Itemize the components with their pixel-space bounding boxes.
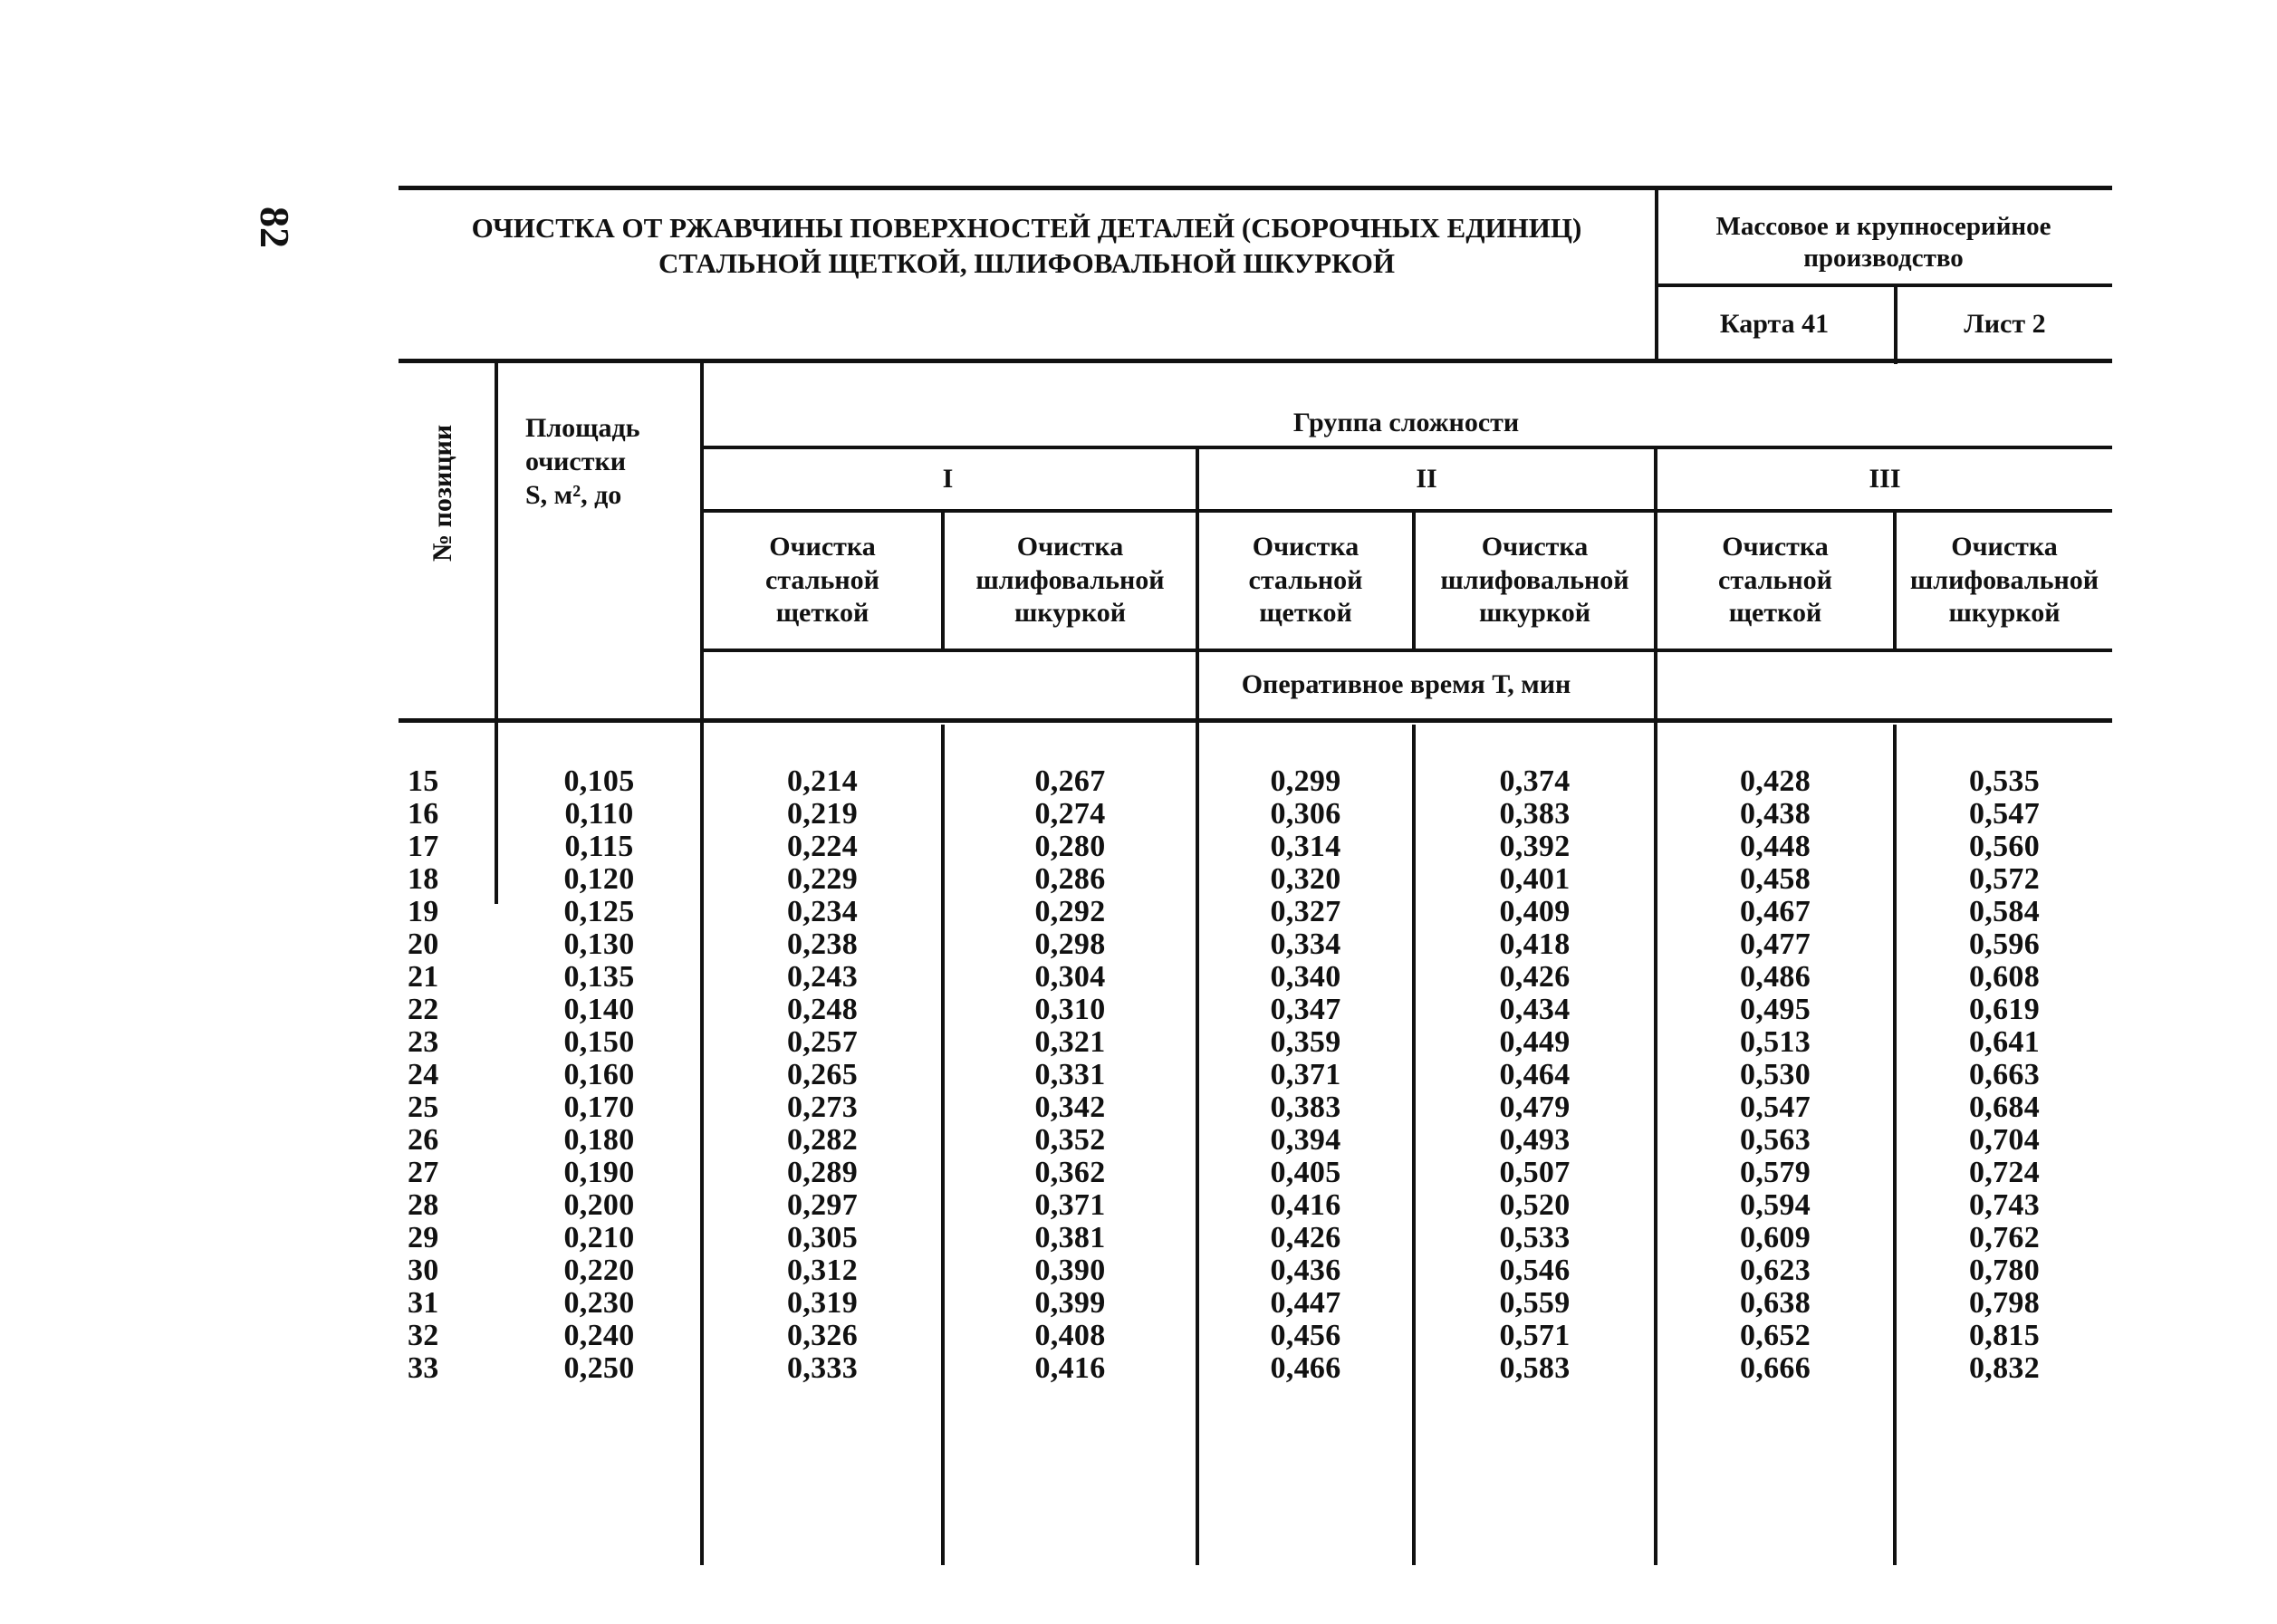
table-cell: 0,347 (1270, 993, 1341, 1026)
table-cell: 0,383 (1499, 797, 1571, 831)
method-line: щеткой (775, 598, 869, 629)
page-number: 82 (252, 207, 298, 248)
g1-sandpaper-header (945, 514, 1196, 648)
table-cell: 0,299 (1270, 764, 1341, 798)
table-cell: 33 (408, 1351, 439, 1385)
g3-sandpaper-header (1897, 514, 2112, 648)
g2-sandpaper-header (1416, 514, 1654, 648)
table-cell: 0,310 (1034, 993, 1106, 1026)
table-cell: 0,533 (1499, 1221, 1571, 1254)
table-cell: 0,371 (1034, 1188, 1106, 1222)
table-cell: 0,238 (787, 927, 858, 961)
table-cell: 0,477 (1740, 927, 1811, 961)
table-cell: 0,214 (787, 764, 858, 798)
table-cell: 0,401 (1499, 862, 1571, 896)
table-cell: 0,438 (1740, 797, 1811, 831)
table-cell: 0,409 (1499, 895, 1571, 928)
table-cell: 17 (408, 830, 439, 863)
method-line: шкуркой (1478, 598, 1591, 629)
table-cell: 0,572 (1969, 862, 2040, 896)
table-cell: 0,530 (1740, 1058, 1811, 1091)
table-cell: 0,306 (1270, 797, 1341, 831)
table-cell: 19 (408, 895, 439, 928)
table-cell: 0,150 (563, 1025, 635, 1059)
table-cell: 0,374 (1499, 764, 1571, 798)
table-cell: 0,340 (1270, 960, 1341, 994)
g2-sandpaper-column (1416, 765, 1654, 1385)
table-cell: 0,220 (563, 1254, 635, 1287)
table-cell: 0,560 (1969, 830, 2040, 863)
table-cell: 29 (408, 1221, 439, 1254)
table-cell: 0,571 (1499, 1319, 1571, 1352)
table-cell: 21 (408, 960, 439, 994)
method-line: шкуркой (1014, 598, 1127, 629)
table-cell: 0,234 (787, 895, 858, 928)
g2-brush-column (1199, 765, 1412, 1385)
top-border (399, 186, 2112, 190)
method-line: стальной (765, 564, 879, 595)
table-cell: 0,798 (1969, 1286, 2040, 1320)
norm-card-sheet (399, 186, 2112, 1390)
table-cell: 0,362 (1034, 1156, 1106, 1189)
table-cell: 0,520 (1499, 1188, 1571, 1222)
method-line: шлифовальной (1440, 564, 1629, 595)
table-cell: 0,282 (787, 1123, 858, 1157)
table-cell: 0,666 (1740, 1351, 1811, 1385)
table-cell: 24 (408, 1058, 439, 1091)
area-header (495, 412, 688, 513)
method-line: стальной (1718, 564, 1832, 595)
position-column (408, 765, 489, 1385)
table-cell: 30 (408, 1254, 439, 1287)
table-cell: 0,405 (1270, 1156, 1341, 1189)
table-cell: 0,426 (1270, 1221, 1341, 1254)
table-cell: 0,381 (1034, 1221, 1106, 1254)
method-line: стальной (1248, 564, 1363, 595)
table-cell: 0,274 (1034, 797, 1106, 831)
method-line: щеткой (1259, 598, 1352, 629)
table-cell: 0,546 (1499, 1254, 1571, 1287)
g3-brush-column (1657, 765, 1893, 1385)
table-cell: 0,428 (1740, 764, 1811, 798)
table-cell: 28 (408, 1188, 439, 1222)
table-cell: 0,466 (1270, 1351, 1341, 1385)
g2-brush-header (1199, 514, 1412, 648)
table-cell: 0,257 (787, 1025, 858, 1059)
table-cell: 0,596 (1969, 927, 2040, 961)
table-cell: 0,408 (1034, 1319, 1106, 1352)
table-cell: 16 (408, 797, 439, 831)
table-cell: 0,312 (787, 1254, 858, 1287)
table-cell: 0,434 (1499, 993, 1571, 1026)
table-cell: 0,120 (563, 862, 635, 896)
table-cell: 0,289 (787, 1156, 858, 1189)
table-cell: 0,458 (1740, 862, 1811, 896)
table-cell: 0,495 (1740, 993, 1811, 1026)
table-cell: 0,210 (563, 1221, 635, 1254)
table-cell: 0,815 (1969, 1319, 2040, 1352)
table-cell: 0,416 (1270, 1188, 1341, 1222)
production-line-2: производство (1803, 243, 1964, 273)
table-cell: 0,160 (563, 1058, 635, 1091)
g1-brush-column (704, 765, 941, 1385)
table-cell: 0,608 (1969, 960, 2040, 994)
table-cell: 0,583 (1499, 1351, 1571, 1385)
table-cell: 0,110 (564, 797, 634, 831)
table-cell: 0,331 (1034, 1058, 1106, 1091)
group-1-header: I (942, 464, 954, 494)
table-cell: 0,304 (1034, 960, 1106, 994)
table-cell: 0,479 (1499, 1091, 1571, 1124)
table-cell: 0,513 (1740, 1025, 1811, 1059)
table-cell: 0,486 (1740, 960, 1811, 994)
table-cell: 0,334 (1270, 927, 1341, 961)
table-cell: 0,609 (1740, 1221, 1811, 1254)
table-cell: 0,447 (1270, 1286, 1341, 1320)
method-line: Очистка (1951, 531, 2058, 562)
g3-sandpaper-column (1897, 765, 2112, 1385)
header-bottom-border (399, 718, 2112, 723)
table-cell: 0,426 (1499, 960, 1571, 994)
table-cell: 26 (408, 1123, 439, 1157)
table-cell: 0,280 (1034, 830, 1106, 863)
table-cell: 0,392 (1499, 830, 1571, 863)
table-cell: 0,352 (1034, 1123, 1106, 1157)
table-cell: 0,383 (1270, 1091, 1341, 1124)
table-cell: 0,743 (1969, 1188, 2040, 1222)
table-cell: 0,314 (1270, 830, 1341, 863)
table-cell: 0,399 (1034, 1286, 1106, 1320)
table-cell: 0,240 (563, 1319, 635, 1352)
table-cell: 23 (408, 1025, 439, 1059)
table-cell: 0,724 (1969, 1156, 2040, 1189)
g1-sandpaper-column (945, 765, 1196, 1385)
complexity-group-header: Группа сложности (1292, 408, 1520, 437)
table-cell: 0,448 (1740, 830, 1811, 863)
table-cell: 0,140 (563, 993, 635, 1026)
table-cell: 0,342 (1034, 1091, 1106, 1124)
table-cell: 0,436 (1270, 1254, 1341, 1287)
table-cell: 0,250 (563, 1351, 635, 1385)
table-cell: 0,200 (563, 1188, 635, 1222)
operative-time-header: Оперативное время Т, мин (1241, 669, 1571, 699)
table-cell: 27 (408, 1156, 439, 1189)
table-cell: 0,652 (1740, 1319, 1811, 1352)
method-line: Очистка (1252, 531, 1359, 562)
table-cell: 0,535 (1969, 764, 2040, 798)
group-2-header: II (1416, 464, 1437, 494)
table-cell: 0,326 (787, 1319, 858, 1352)
table-cell: 0,780 (1969, 1254, 2040, 1287)
position-number-header: № позиции (428, 424, 457, 562)
table-cell: 0,394 (1270, 1123, 1341, 1157)
sheet-number: Лист 2 (1964, 309, 2046, 339)
table-cell: 20 (408, 927, 439, 961)
table-cell: 0,638 (1740, 1286, 1811, 1320)
table-cell: 0,418 (1499, 927, 1571, 961)
table-cell: 0,230 (563, 1286, 635, 1320)
table-cell: 0,704 (1969, 1123, 2040, 1157)
table-cell: 0,464 (1499, 1058, 1571, 1091)
table-cell: 18 (408, 862, 439, 896)
table-cell: 0,229 (787, 862, 858, 896)
table-cell: 0,584 (1969, 895, 2040, 928)
method-line: щеткой (1728, 598, 1822, 629)
method-line: шлифовальной (975, 564, 1165, 595)
method-line: шлифовальной (1909, 564, 2099, 595)
table-cell: 0,224 (787, 830, 858, 863)
table-cell: 0,125 (563, 895, 635, 928)
table-cell: 0,493 (1499, 1123, 1571, 1157)
title-line-2: СТАЛЬНОЙ ЩЕТКОЙ, ШЛИФОВАЛЬНОЙ ШКУРКОЙ (658, 246, 1396, 279)
table-cell: 0,286 (1034, 862, 1106, 896)
table-cell: 0,135 (563, 960, 635, 994)
table-cell: 0,547 (1740, 1091, 1811, 1124)
g1-brush-header (704, 514, 941, 648)
table-cell: 0,267 (1034, 764, 1106, 798)
table-cell: 25 (408, 1091, 439, 1124)
table-cell: 31 (408, 1286, 439, 1320)
production-type (1655, 211, 2112, 274)
table-cell: 0,105 (563, 764, 635, 798)
table-cell: 0,273 (787, 1091, 858, 1124)
table-cell: 22 (408, 993, 439, 1026)
method-line: шкуркой (1948, 598, 2061, 629)
table-cell: 0,594 (1740, 1188, 1811, 1222)
table-cell: 0,371 (1270, 1058, 1341, 1091)
table-cell: 0,130 (563, 927, 635, 961)
table-cell: 0,619 (1969, 993, 2040, 1026)
table-cell: 0,292 (1034, 895, 1106, 928)
table-cell: 0,321 (1034, 1025, 1106, 1059)
table-cell: 0,170 (563, 1091, 635, 1124)
table-cell: 0,563 (1740, 1123, 1811, 1157)
table-cell: 0,297 (787, 1188, 858, 1222)
table-cell: 0,641 (1969, 1025, 2040, 1059)
table-cell: 0,390 (1034, 1254, 1106, 1287)
table-cell: 0,416 (1034, 1351, 1106, 1385)
g3-brush-header (1657, 514, 1893, 648)
table-cell: 0,663 (1969, 1058, 2040, 1091)
table-cell: 0,559 (1499, 1286, 1571, 1320)
table-cell: 0,115 (564, 830, 634, 863)
method-line: Очистка (1016, 531, 1124, 562)
title-line-1: ОЧИСТКА ОТ РЖАВЧИНЫ ПОВЕРХНОСТЕЙ ДЕТАЛЕЙ (СБОРОЧНЫХ ЕДИНИЦ) (471, 212, 1582, 244)
production-line-1: Массовое и крупносерийное (1715, 212, 2051, 241)
area-line-1: Площадь (525, 413, 640, 443)
document-title (399, 211, 1655, 282)
table-cell: 0,248 (787, 993, 858, 1026)
method-line: Очистка (1481, 531, 1589, 562)
card-number: Карта 41 (1719, 309, 1830, 339)
table-cell: 0,190 (563, 1156, 635, 1189)
table-cell: 0,327 (1270, 895, 1341, 928)
table-cell: 0,762 (1969, 1221, 2040, 1254)
method-line: Очистка (1722, 531, 1829, 562)
table-cell: 0,449 (1499, 1025, 1571, 1059)
area-line-3: S, м², до (525, 479, 622, 510)
table-cell: 0,219 (787, 797, 858, 831)
table-cell: 0,180 (563, 1123, 635, 1157)
group-3-header: III (1869, 464, 1901, 494)
table-cell: 0,507 (1499, 1156, 1571, 1189)
table-cell: 0,579 (1740, 1156, 1811, 1189)
table-cell: 0,456 (1270, 1319, 1341, 1352)
table-cell: 0,265 (787, 1058, 858, 1091)
table-cell: 0,333 (787, 1351, 858, 1385)
table-cell: 0,305 (787, 1221, 858, 1254)
table-cell: 0,243 (787, 960, 858, 994)
table-cell: 0,467 (1740, 895, 1811, 928)
area-line-2: очистки (525, 446, 627, 476)
table-cell: 0,359 (1270, 1025, 1341, 1059)
table-cell: 0,623 (1740, 1254, 1811, 1287)
table-cell: 0,547 (1969, 797, 2040, 831)
table-cell: 15 (408, 764, 439, 798)
table-cell: 0,320 (1270, 862, 1341, 896)
method-line: Очистка (769, 531, 876, 562)
table-cell: 0,319 (787, 1286, 858, 1320)
area-column (498, 765, 700, 1385)
table-cell: 0,684 (1969, 1091, 2040, 1124)
table-cell: 0,298 (1034, 927, 1106, 961)
table-cell: 32 (408, 1319, 439, 1352)
table-cell: 0,832 (1969, 1351, 2040, 1385)
